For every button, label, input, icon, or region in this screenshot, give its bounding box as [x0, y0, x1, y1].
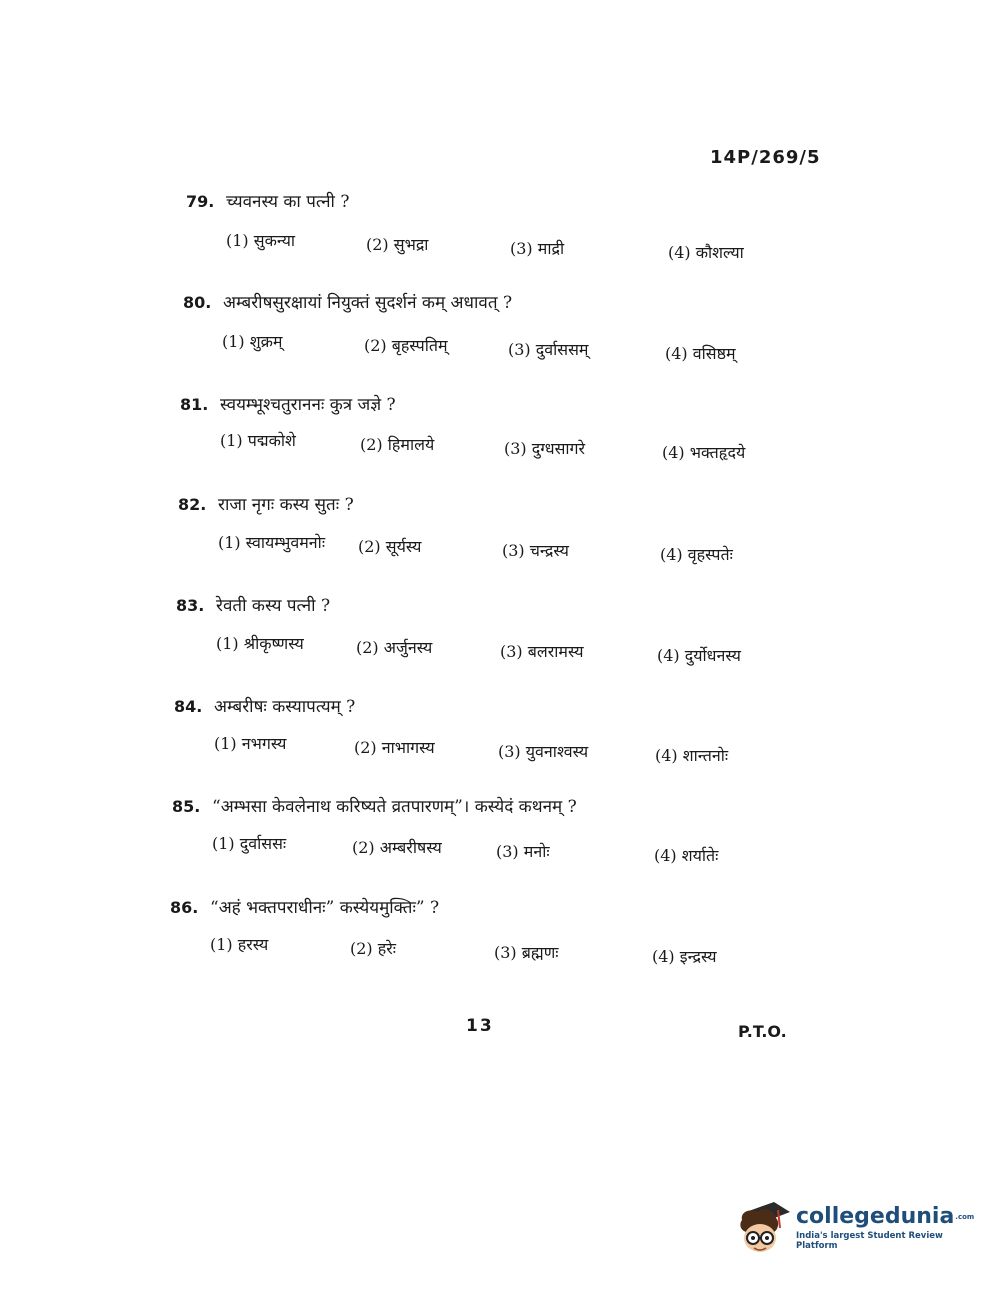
question-number: 84. [174, 697, 203, 716]
option-2: (2) सूर्यस्य [358, 537, 422, 556]
option-4: (4) वसिष्ठम् [665, 344, 736, 363]
question-81 [180, 392, 820, 415]
question-85 [172, 794, 812, 817]
option-3: (3) चन्द्रस्य [502, 541, 569, 560]
option-4: (4) दुर्योधनस्य [657, 646, 741, 665]
option-2: (2) नाभागस्य [354, 738, 435, 757]
option-2: (2) अम्बरीषस्य [352, 838, 442, 857]
option-1: (1) पद्मकोशे [220, 431, 296, 450]
option-1: (1) हरस्य [210, 935, 269, 954]
option-2: (2) बृहस्पतिम् [364, 336, 448, 355]
question-text: “अम्भसा केवलेनाथ करिष्यते व्रतपारणम्”। कस्येदं कथनम् ? [212, 797, 577, 817]
question-text: स्वयम्भूश्चतुराननः कुत्र जज्ञे ? [220, 395, 396, 415]
option-4: (4) शर्यातेः [654, 846, 719, 865]
paper-code: 14P/269/5 [710, 147, 821, 168]
option-1: (1) सुकन्या [226, 231, 295, 250]
option-3: (3) मनोः [496, 842, 550, 861]
option-3: (3) युवनाश्वस्य [498, 742, 589, 761]
mascot-logo-icon [734, 1198, 792, 1258]
brand-name: collegedunia [796, 1204, 955, 1229]
question-number: 85. [172, 797, 201, 816]
question-text: च्यवनस्य का पत्नी ? [226, 192, 350, 212]
option-1: (1) शुक्रम् [222, 332, 283, 351]
option-1: (1) नभगस्य [214, 734, 287, 753]
question-82 [178, 492, 818, 515]
question-text: रेवती कस्य पत्नी ? [216, 596, 331, 616]
option-1: (1) स्वायम्भुवमनोः [218, 533, 326, 552]
page-number: 13 [466, 1016, 494, 1036]
question-text: अम्बरीषसुरक्षायां नियुक्तं सुदर्शनं कम् अधावत् ? [223, 293, 513, 313]
question-number: 86. [170, 898, 199, 917]
brand-tagline: India's largest Student Review Platform [796, 1231, 943, 1251]
option-2: (2) हिमालये [360, 435, 435, 454]
option-3: (3) बलरामस्य [500, 642, 584, 661]
option-4: (4) भक्तहृदये [662, 443, 746, 462]
option-3: (3) दुर्वाससम् [508, 340, 589, 359]
option-1: (1) दुर्वाससः [212, 834, 287, 853]
pto-label: P.T.O. [738, 1022, 787, 1041]
question-text: अम्बरीषः कस्यापत्यम् ? [214, 697, 356, 717]
question-84 [174, 694, 814, 717]
question-80 [183, 290, 823, 313]
option-2: (2) हरेः [350, 939, 397, 958]
option-4: (4) वृहस्पतेः [660, 545, 733, 564]
question-number: 80. [183, 293, 212, 312]
option-1: (1) श्रीकृष्णस्य [216, 634, 304, 653]
option-2: (2) अर्जुनस्य [356, 638, 433, 657]
option-3: (3) माद्री [510, 239, 565, 258]
question-number: 83. [176, 596, 205, 615]
question-text: राजा नृगः कस्य सुतः ? [218, 495, 354, 515]
option-4: (4) इन्द्रस्य [652, 947, 717, 966]
question-number: 79. [186, 192, 215, 211]
question-text: “अहं भक्तपराधीनः” कस्येयमुक्तिः” ? [210, 898, 440, 918]
option-3: (3) दुग्धसागरे [504, 439, 586, 458]
brand-suffix: .com [955, 1213, 975, 1221]
question-83 [176, 593, 816, 616]
option-2: (2) सुभद्रा [366, 235, 429, 254]
option-3: (3) ब्रह्मणः [494, 943, 559, 962]
question-86 [170, 895, 810, 918]
question-79 [186, 189, 826, 212]
option-4: (4) कौशल्या [668, 243, 744, 262]
collegedunia-watermark [734, 1196, 975, 1260]
option-4: (4) शान्तनोः [655, 746, 729, 765]
question-number: 82. [178, 495, 207, 514]
question-number: 81. [180, 395, 209, 414]
